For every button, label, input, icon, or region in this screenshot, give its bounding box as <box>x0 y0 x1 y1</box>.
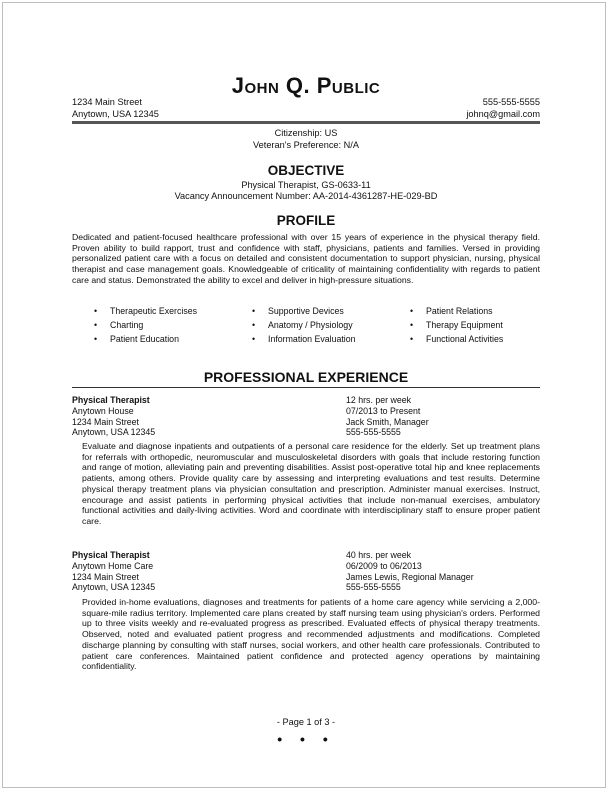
address-line-1: 1234 Main Street <box>72 97 142 107</box>
job-2-left <box>72 550 322 593</box>
experience-heading: PROFESSIONAL EXPERIENCE <box>203 369 409 385</box>
job-hours: 12 hrs. per week <box>346 395 412 405</box>
job-street: 1234 Main Street <box>72 571 139 582</box>
job-hours: 40 hrs. per week <box>346 550 412 560</box>
job-1-description: Evaluate and diagnose inpatients and outpatients of a personal care residence for the elderly. Set up treatment plans for referrals with orthopedic, neuromuscular and musculoskeletal disorders with goals that include restoring function and range of motion, alleviating pain and preventing disabilities. Assist post-operative total hip and knee replacements patients, among others. Provide quality care by assessing and interpreting evaluations and test results. Determine physical therapy treatment plans via physician consultation and prescription. Administer manual exercises. Instruct, encourage and assist patients in performing physical activities that include non-manual exercises, ambulatory functional activities and daily-living activities. Word and coordinate with interdisciplinary staff to ensure proper patient care. <box>82 441 540 526</box>
profile-heading: PROFILE <box>276 213 336 228</box>
objective-heading: OBJECTIVE <box>267 163 345 178</box>
address-block <box>72 97 159 120</box>
skill-item: • Anatomy / Physiology <box>252 320 410 330</box>
skills-list <box>94 306 544 344</box>
job-1-left <box>72 395 322 438</box>
job-1-right <box>346 395 540 438</box>
job-employer: Anytown Home Care <box>72 560 154 571</box>
citizenship: Citizenship: US <box>274 128 338 138</box>
phone: 555-555-5555 <box>482 97 540 107</box>
address-line-2: Anytown, USA 12345 <box>72 108 159 119</box>
job-dates: 07/2013 to Present <box>346 405 421 416</box>
job-phone: 555-555-5555 <box>346 582 401 593</box>
job-city: Anytown, USA 12345 <box>72 582 156 593</box>
skill-item: • Patient Education <box>94 334 252 344</box>
profile-summary: Dedicated and patient-focused healthcare professional with over 15 years of experience in the physical therapy field. Proven ability to build rapport, trust and confidence with staff, physicians, patients and families. Versed in providing personalized patient care with a focus on detailed and consistent documentation to support physician, nursing, physical therapist and case management goals. Knowledgeable of criticality of maintaining confidentiality with regards to patient care and status. Demonstrated the ability to excel and deliver in high-pressure situations. <box>72 232 540 285</box>
email: johnq@gmail.com <box>466 108 540 119</box>
job-manager: Jack Smith, Manager <box>346 416 429 427</box>
skill-item: • Supportive Devices <box>252 306 410 316</box>
skill-item: • Therapeutic Exercises <box>94 306 252 316</box>
footer-dots: • • • <box>277 731 335 747</box>
job-2-description: Provided in-home evaluations, diagnoses and treatments for patients of a home care agency while servicing a 2,000-square-mile radius territory. Implemented care plans created by staff nursing team using physician's orders. Performed up to three visits weekly and re-evaluated progress as prescribed. Evaluated effects of physical therapy treatments. Observed, noted and evaluated patient progress and recommended adjustments and modifications. Completed discharge planning by consulting with staff nurses, social workers, and other health care professionals. Contributed to patient care conferences. Maintained patient confidence and protected agency operations by maintaining confidentiality. <box>82 597 540 672</box>
skill-item: • Patient Relations <box>410 306 544 316</box>
page-number: - Page 1 of 3 - <box>276 717 336 727</box>
job-dates: 06/2009 to 06/2013 <box>346 560 422 571</box>
skill-item: • Therapy Equipment <box>410 320 544 330</box>
job-city: Anytown, USA 12345 <box>72 427 156 438</box>
objective-line-2: Vacancy Announcement Number: AA-2014-4361287-HE-029-BD <box>174 191 438 201</box>
job-phone: 555-555-5555 <box>346 427 401 438</box>
job-title: Physical Therapist <box>72 395 150 405</box>
skill-item: • Functional Activities <box>410 334 544 344</box>
skill-item: • Information Evaluation <box>252 334 410 344</box>
job-manager: James Lewis, Regional Manager <box>346 571 474 582</box>
job-street: 1234 Main Street <box>72 416 139 427</box>
job-employer: Anytown House <box>72 405 134 416</box>
experience-rule <box>72 387 540 388</box>
veterans-preference: Veteran's Preference: N/A <box>253 140 359 150</box>
header-rule <box>72 121 540 124</box>
contact-block <box>340 97 540 120</box>
candidate-name: John Q. Public <box>231 73 381 98</box>
job-2-right <box>346 550 540 593</box>
objective-line-1: Physical Therapist, GS-0633-11 <box>241 180 371 190</box>
job-title: Physical Therapist <box>72 550 150 560</box>
skill-item: • Charting <box>94 320 252 330</box>
